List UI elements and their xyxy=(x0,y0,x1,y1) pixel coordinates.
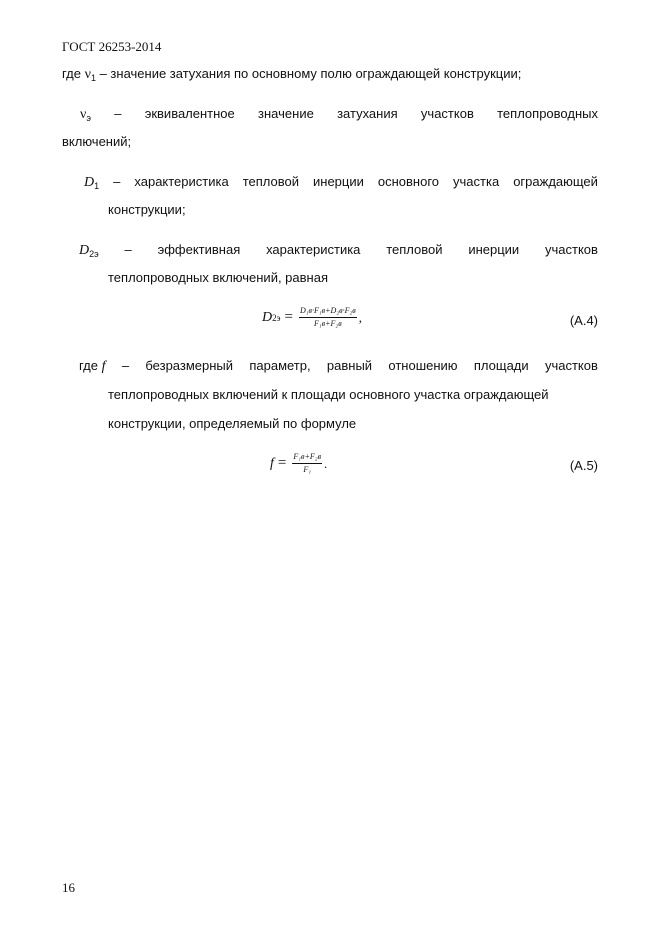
numerator: D₁в·F₁в+D₂в·F₂в xyxy=(299,306,357,318)
paragraph-d2e xyxy=(79,242,598,262)
word: затухания xyxy=(337,106,398,121)
formula-a5 xyxy=(270,452,327,475)
equation-number-a4: (А.4) xyxy=(569,313,598,328)
word: – xyxy=(124,242,132,257)
word: отношению xyxy=(388,358,458,373)
continuation-text: конструкции; xyxy=(108,202,186,217)
symbol-sub: э xyxy=(86,113,91,123)
formula-tail: . xyxy=(324,455,328,471)
denominator: F₁ xyxy=(303,465,312,474)
word: равный xyxy=(326,358,373,373)
symbol-sub: 1 xyxy=(94,181,100,191)
symbol-d: D xyxy=(84,175,95,190)
paragraph-nu-e xyxy=(80,106,598,126)
symbol-sub: 2э xyxy=(89,249,99,259)
equation-number-a5: (А.5) xyxy=(569,458,598,473)
paragraph-d1 xyxy=(84,174,598,194)
continuation-text: теплопроводных включений, равная xyxy=(108,270,328,285)
word: – xyxy=(113,174,121,189)
word: инерции xyxy=(313,174,364,189)
formula-tail: , xyxy=(358,309,362,325)
word: участка xyxy=(453,174,500,189)
word: тепловой xyxy=(386,242,443,257)
word: участков xyxy=(420,106,474,121)
lead-word: где xyxy=(79,358,98,373)
fraction xyxy=(299,306,357,329)
symbol-sub: 1 xyxy=(90,73,96,83)
word: ограждающей xyxy=(513,174,598,189)
word: параметр, xyxy=(249,358,311,373)
word: – xyxy=(121,358,130,373)
word: эффективная xyxy=(157,242,241,257)
word: участков xyxy=(545,242,598,257)
paragraph-nu1 xyxy=(62,66,598,86)
symbol-nu: ν xyxy=(80,107,87,122)
formula-lhs-sub: 2э xyxy=(272,312,281,323)
denominator: F₁в+F₂в xyxy=(314,319,342,328)
formula-a4 xyxy=(262,306,362,329)
equals-sign: = xyxy=(284,309,293,325)
word: эквивалентное xyxy=(144,106,235,121)
word: характеристика xyxy=(134,174,229,189)
word: площади xyxy=(473,358,529,373)
symbol-d: D xyxy=(79,243,90,258)
definition-text: – значение затухания по основному полю ограждающей конструкции; xyxy=(99,66,522,81)
document-header: ГОСТ 26253-2014 xyxy=(62,39,162,54)
word: теплопроводных xyxy=(497,106,598,121)
symbol-f: f xyxy=(101,359,106,374)
word: участков xyxy=(544,358,598,373)
word: характеристика xyxy=(266,242,361,257)
numerator: F₁в+F₂в xyxy=(292,452,322,464)
fraction xyxy=(292,452,322,475)
lead-word: где xyxy=(62,66,81,81)
formula-lhs: f xyxy=(270,455,274,471)
word: безразмерный xyxy=(145,358,234,373)
formula-lhs: D xyxy=(262,309,273,325)
word: значение xyxy=(258,106,314,121)
page-number: 16 xyxy=(62,880,75,895)
word: – xyxy=(114,106,122,121)
word: основного xyxy=(377,174,440,189)
word: инерции xyxy=(468,242,520,257)
paragraph-f xyxy=(79,358,598,375)
continuation-text: теплопроводных включений к площади основного участка ограждающей xyxy=(108,387,549,402)
continuation-text: включений; xyxy=(62,134,132,149)
word: тепловой xyxy=(242,174,299,189)
symbol-nu: ν xyxy=(84,67,91,82)
continuation-text: конструкции, определяемый по формуле xyxy=(108,416,357,431)
equals-sign: = xyxy=(277,455,287,471)
